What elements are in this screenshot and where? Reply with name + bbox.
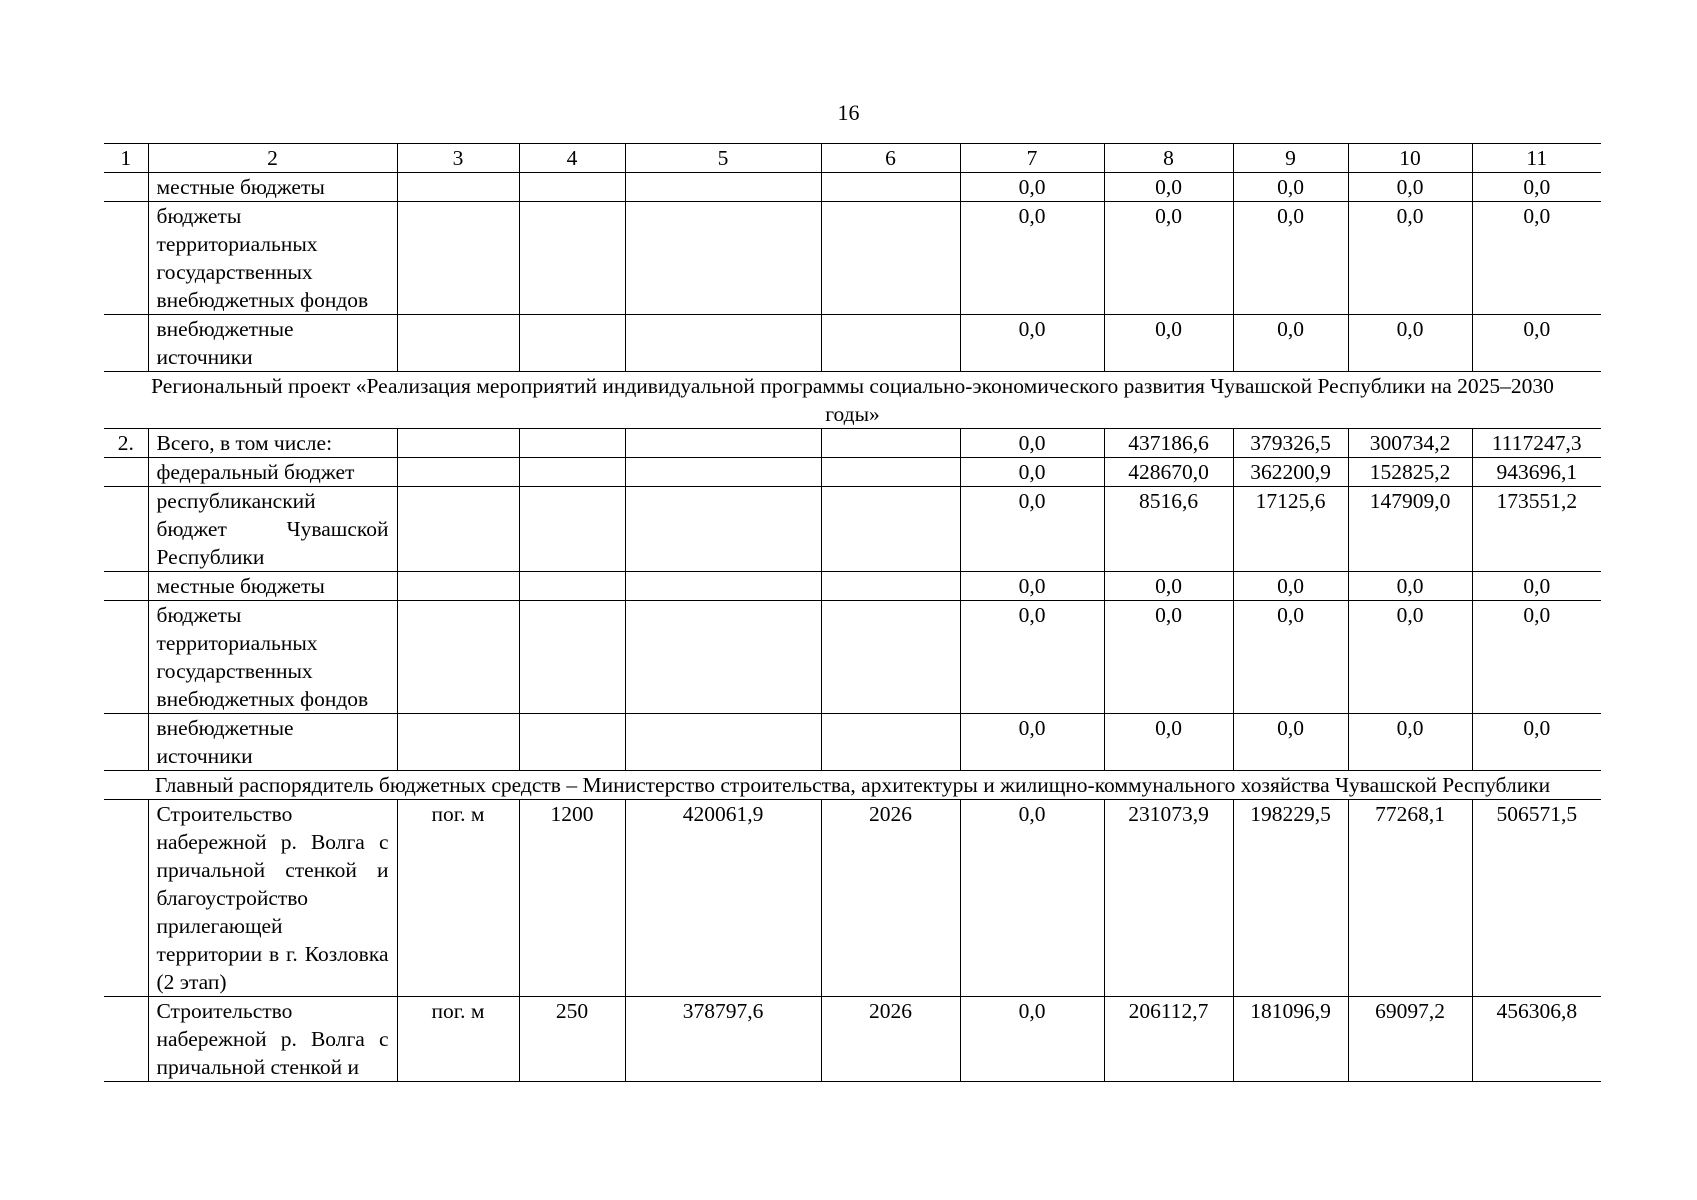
row-name: местные бюджеты — [148, 173, 397, 202]
value-col10: 0,0 — [1348, 173, 1472, 202]
value-col7: 0,0 — [960, 315, 1104, 372]
capacity-cell — [519, 202, 625, 315]
value-col11: 0,0 — [1472, 601, 1601, 714]
value-col9: 0,0 — [1233, 315, 1348, 372]
table-row — [104, 173, 1601, 202]
cost-cell — [625, 315, 821, 372]
header-row — [104, 144, 1601, 173]
cost-cell — [625, 714, 821, 771]
value-col10: 0,0 — [1348, 601, 1472, 714]
section-title-ministry-row — [104, 771, 1601, 800]
budget-table-body — [104, 144, 1601, 1082]
value-col8: 0,0 — [1104, 714, 1233, 771]
column-number-8: 8 — [1104, 144, 1233, 173]
value-col7: 0,0 — [960, 458, 1104, 487]
year-cell — [821, 202, 960, 315]
row-number — [104, 315, 148, 372]
value-col10: 0,0 — [1348, 714, 1472, 771]
capacity-cell: 250 — [519, 997, 625, 1082]
row-name: республиканский бюджет Чувашской Республики — [148, 487, 397, 572]
unit-cell — [397, 429, 519, 458]
table-row — [104, 202, 1601, 315]
value-col9: 0,0 — [1233, 173, 1348, 202]
row-name: Строительство набережной р. Волга с причальной стенкой и благоустройство прилегающей территории в г. Козловка (2 этап) — [148, 800, 397, 997]
value-col11: 0,0 — [1472, 173, 1601, 202]
value-col7: 0,0 — [960, 202, 1104, 315]
value-col7: 0,0 — [960, 601, 1104, 714]
row-name: бюджеты территориальных государственных внебюджетных фондов — [148, 202, 397, 315]
value-col9: 17125,6 — [1233, 487, 1348, 572]
value-col9: 0,0 — [1233, 714, 1348, 771]
value-col10: 300734,2 — [1348, 429, 1472, 458]
year-cell — [821, 173, 960, 202]
value-col7: 0,0 — [960, 997, 1104, 1082]
row-number — [104, 487, 148, 572]
value-col11: 1117247,3 — [1472, 429, 1601, 458]
year-cell — [821, 429, 960, 458]
cost-cell — [625, 601, 821, 714]
year-cell — [821, 714, 960, 771]
cost-cell — [625, 572, 821, 601]
value-col8: 0,0 — [1104, 315, 1233, 372]
year-cell — [821, 572, 960, 601]
value-col9: 379326,5 — [1233, 429, 1348, 458]
capacity-cell — [519, 429, 625, 458]
column-number-11: 11 — [1472, 144, 1601, 173]
column-number-1: 1 — [104, 144, 148, 173]
cost-cell — [625, 487, 821, 572]
value-col11: 943696,1 — [1472, 458, 1601, 487]
row-number: 2. — [104, 429, 148, 458]
row-name: Всего, в том числе: — [148, 429, 397, 458]
unit-cell — [397, 315, 519, 372]
cost-cell: 420061,9 — [625, 800, 821, 997]
table-row — [104, 315, 1601, 372]
value-col11: 0,0 — [1472, 572, 1601, 601]
section-title-regional-project: Региональный проект «Реализация мероприятий индивидуальной программы социально-экономического развития Чувашской Республики на 2025–2030 годы» — [104, 372, 1601, 429]
value-col10: 69097,2 — [1348, 997, 1472, 1082]
unit-cell: пог. м — [397, 997, 519, 1082]
unit-cell — [397, 458, 519, 487]
cost-cell — [625, 429, 821, 458]
value-col7: 0,0 — [960, 800, 1104, 997]
value-col8: 0,0 — [1104, 173, 1233, 202]
row-name: местные бюджеты — [148, 572, 397, 601]
row-number — [104, 458, 148, 487]
budget-table — [104, 143, 1601, 1082]
row-number — [104, 997, 148, 1082]
row-name: бюджеты территориальных государственных внебюджетных фондов — [148, 601, 397, 714]
table-row — [104, 487, 1601, 572]
row-number — [104, 601, 148, 714]
value-col10: 147909,0 — [1348, 487, 1472, 572]
table-row — [104, 714, 1601, 771]
value-col9: 198229,5 — [1233, 800, 1348, 997]
row-name: внебюджетные источники — [148, 315, 397, 372]
table-row — [104, 601, 1601, 714]
table-row — [104, 429, 1601, 458]
value-col7: 0,0 — [960, 572, 1104, 601]
row-number — [104, 714, 148, 771]
table-row — [104, 997, 1601, 1082]
value-col10: 0,0 — [1348, 315, 1472, 372]
unit-cell — [397, 572, 519, 601]
value-col8: 206112,7 — [1104, 997, 1233, 1082]
value-col7: 0,0 — [960, 714, 1104, 771]
table-row — [104, 572, 1601, 601]
capacity-cell: 1200 — [519, 800, 625, 997]
unit-cell: пог. м — [397, 800, 519, 997]
value-col11: 173551,2 — [1472, 487, 1601, 572]
row-number — [104, 800, 148, 997]
unit-cell — [397, 173, 519, 202]
cost-cell — [625, 458, 821, 487]
value-col11: 0,0 — [1472, 202, 1601, 315]
cost-cell: 378797,6 — [625, 997, 821, 1082]
capacity-cell — [519, 572, 625, 601]
value-col8: 428670,0 — [1104, 458, 1233, 487]
row-number — [104, 572, 148, 601]
value-col9: 362200,9 — [1233, 458, 1348, 487]
value-col11: 506571,5 — [1472, 800, 1601, 997]
column-number-7: 7 — [960, 144, 1104, 173]
row-name: Строительство набережной р. Волга с причальной стенкой и — [148, 997, 397, 1082]
capacity-cell — [519, 315, 625, 372]
value-col8: 0,0 — [1104, 202, 1233, 315]
value-col10: 152825,2 — [1348, 458, 1472, 487]
value-col9: 0,0 — [1233, 572, 1348, 601]
cost-cell — [625, 173, 821, 202]
column-number-4: 4 — [519, 144, 625, 173]
capacity-cell — [519, 458, 625, 487]
unit-cell — [397, 714, 519, 771]
value-col9: 0,0 — [1233, 202, 1348, 315]
column-number-3: 3 — [397, 144, 519, 173]
year-cell — [821, 601, 960, 714]
value-col9: 181096,9 — [1233, 997, 1348, 1082]
row-number — [104, 202, 148, 315]
capacity-cell — [519, 714, 625, 771]
column-number-5: 5 — [625, 144, 821, 173]
column-number-6: 6 — [821, 144, 960, 173]
value-col11: 0,0 — [1472, 315, 1601, 372]
unit-cell — [397, 202, 519, 315]
capacity-cell — [519, 173, 625, 202]
column-number-9: 9 — [1233, 144, 1348, 173]
year-cell — [821, 487, 960, 572]
value-col8: 8516,6 — [1104, 487, 1233, 572]
table-row — [104, 800, 1601, 997]
value-col9: 0,0 — [1233, 601, 1348, 714]
value-col11: 456306,8 — [1472, 997, 1601, 1082]
column-number-2: 2 — [148, 144, 397, 173]
column-number-10: 10 — [1348, 144, 1472, 173]
page-number: 16 — [837, 100, 860, 125]
value-col11: 0,0 — [1472, 714, 1601, 771]
value-col7: 0,0 — [960, 487, 1104, 572]
capacity-cell — [519, 601, 625, 714]
row-name: федеральный бюджет — [148, 458, 397, 487]
unit-cell — [397, 601, 519, 714]
value-col10: 0,0 — [1348, 572, 1472, 601]
row-name: внебюджетные источники — [148, 714, 397, 771]
section-title-regional-project-row — [104, 372, 1601, 429]
row-number — [104, 173, 148, 202]
value-col8: 437186,6 — [1104, 429, 1233, 458]
section-title-ministry: Главный распорядитель бюджетных средств – Министерство строительства, архитектуры и жилищно-коммунального хозяйства Чувашской Республики — [104, 771, 1601, 800]
year-cell — [821, 315, 960, 372]
value-col8: 0,0 — [1104, 601, 1233, 714]
value-col7: 0,0 — [960, 429, 1104, 458]
value-col10: 0,0 — [1348, 202, 1472, 315]
value-col10: 77268,1 — [1348, 800, 1472, 997]
unit-cell — [397, 487, 519, 572]
cost-cell — [625, 202, 821, 315]
year-cell — [821, 458, 960, 487]
table-row — [104, 458, 1601, 487]
value-col8: 0,0 — [1104, 572, 1233, 601]
value-col8: 231073,9 — [1104, 800, 1233, 997]
value-col7: 0,0 — [960, 173, 1104, 202]
year-cell: 2026 — [821, 997, 960, 1082]
year-cell: 2026 — [821, 800, 960, 997]
capacity-cell — [519, 487, 625, 572]
